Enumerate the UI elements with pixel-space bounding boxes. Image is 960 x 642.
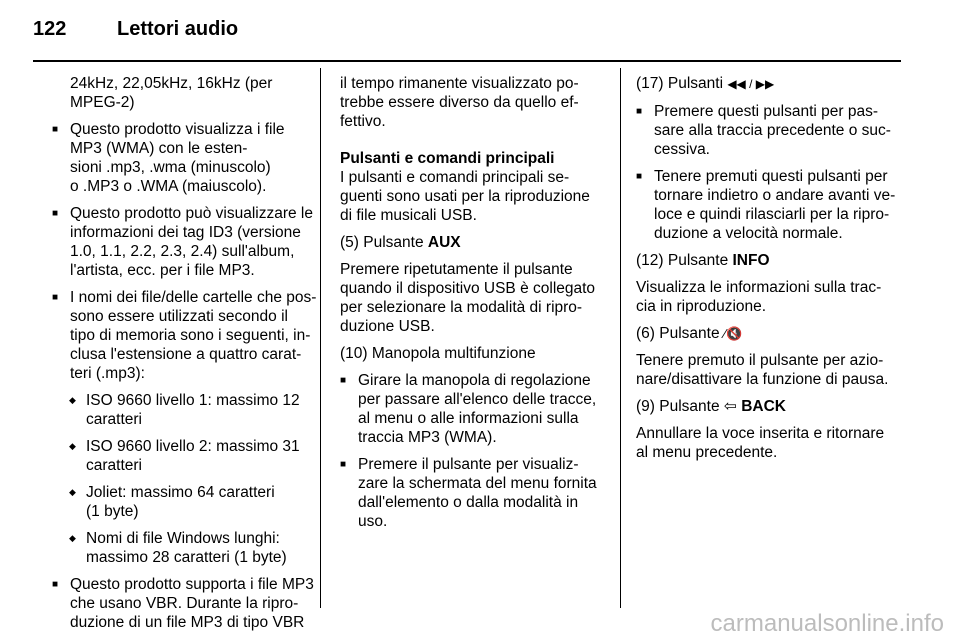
section-heading: Pulsanti e comandi principali <box>340 150 555 167</box>
bullet-item: ■ Questo prodotto supporta i file MP3 che usano VBR. Durante la ripro- duzione di un file MP3 di tipo VBR <box>52 575 310 632</box>
header-rule <box>33 60 901 62</box>
pause-mute-icon: ⁄🔇 <box>723 326 743 341</box>
bullet-item: ■ Questo prodotto visualizza i file MP3 (WMA) con le esten- sioni .mp3, .wma (minuscolo) o .MP3 o .WMA (maiuscolo). <box>52 120 310 196</box>
continued-text: il tempo rimanente visualizzato po- trebbe essere diverso da quello ef- fettivo. <box>340 75 579 130</box>
page-title: Lettori audio <box>117 18 239 40</box>
back-button-label: (9) Pulsante ⇦ BACK <box>636 398 786 415</box>
column-2 <box>340 74 608 539</box>
back-arrow-icon: ⇦ <box>723 398 737 415</box>
bullet-item: ■ Premere questi pulsanti per pas- sare alla traccia precedente o suc- cessiva. <box>636 102 906 159</box>
sub-bullet-item: ◆ ISO 9660 livello 2: massimo 31 caratteri <box>52 437 310 475</box>
aux-description: Premere ripetutamente il pulsante quando il dispositivo USB è collegato per selezionare la modalità di ripro- duzione USB. <box>340 261 596 335</box>
skip-icons: ◀◀ / ▶▶ <box>727 77 775 91</box>
bullet-item: ■ Premere il pulsante per visualiz- zare la schermata del menu fornita dall'elemento o dalla modalità in uso. <box>340 455 608 531</box>
intro-text: I pulsanti e comandi principali se- guenti sono usati per la riproduzione di file musicali USB. <box>340 169 590 224</box>
column-1 <box>52 74 317 640</box>
bullet-item: ■ I nomi dei file/delle cartelle che pos- sono essere utilizzati secondo il tipo di memoria sono i seguenti, in- clusa l'estensione a quattro carat- teri (.mp3): <box>52 288 310 383</box>
skip-buttons-label: (17) Pulsanti ◀◀ / ▶▶ <box>636 75 775 92</box>
knob-label: (10) Manopola multifunzione <box>340 345 536 362</box>
info-description: Visualizza le informazioni sulla trac- cia in riproduzione. <box>636 279 882 315</box>
sub-bullet-item: ◆ ISO 9660 livello 1: massimo 12 caratteri <box>52 391 310 429</box>
pause-description: Tenere premuto il pulsante per azio- nare/disattivare la funzione di pausa. <box>636 352 889 388</box>
back-description: Annullare la voce inserita e ritornare al menu precedente. <box>636 425 885 461</box>
page-header <box>33 14 913 48</box>
bullet-item: ■ Girare la manopola di regolazione per passare all'elenco delle tracce, al menu o alle informazioni sulla traccia MP3 (WMA). <box>340 371 608 447</box>
bullet-item: ■ Tenere premuti questi pulsanti per tornare indietro o andare avanti ve- loce e quindi rilasciarli per la ripro- duzione a velocità normale. <box>636 167 906 243</box>
page-number: 122 <box>33 18 67 40</box>
info-button-label: (12) Pulsante INFO <box>636 252 770 269</box>
column-divider <box>320 68 321 608</box>
aux-button-label: (5) Pulsante AUX <box>340 234 461 251</box>
column-3 <box>636 74 906 470</box>
pause-button-label: (6) Pulsante ⁄🔇 <box>636 325 743 342</box>
continued-text: 24kHz, 22,05kHz, 16kHz (per MPEG-2) <box>70 75 273 111</box>
watermark: carmanualsonline.info <box>710 610 944 637</box>
sub-bullet-item: ◆ Nomi di file Windows lunghi: massimo 28 caratteri (1 byte) <box>52 529 310 567</box>
bullet-item: ■ Questo prodotto può visualizzare le informazioni dei tag ID3 (versione 1.0, 1.1, 2.2, 2.3, 2.4) sull'album, l'artista, ecc. per i file MP3. <box>52 204 310 280</box>
sub-bullet-item: ◆ Joliet: massimo 64 caratteri (1 byte) <box>52 483 310 521</box>
column-divider <box>620 68 621 608</box>
